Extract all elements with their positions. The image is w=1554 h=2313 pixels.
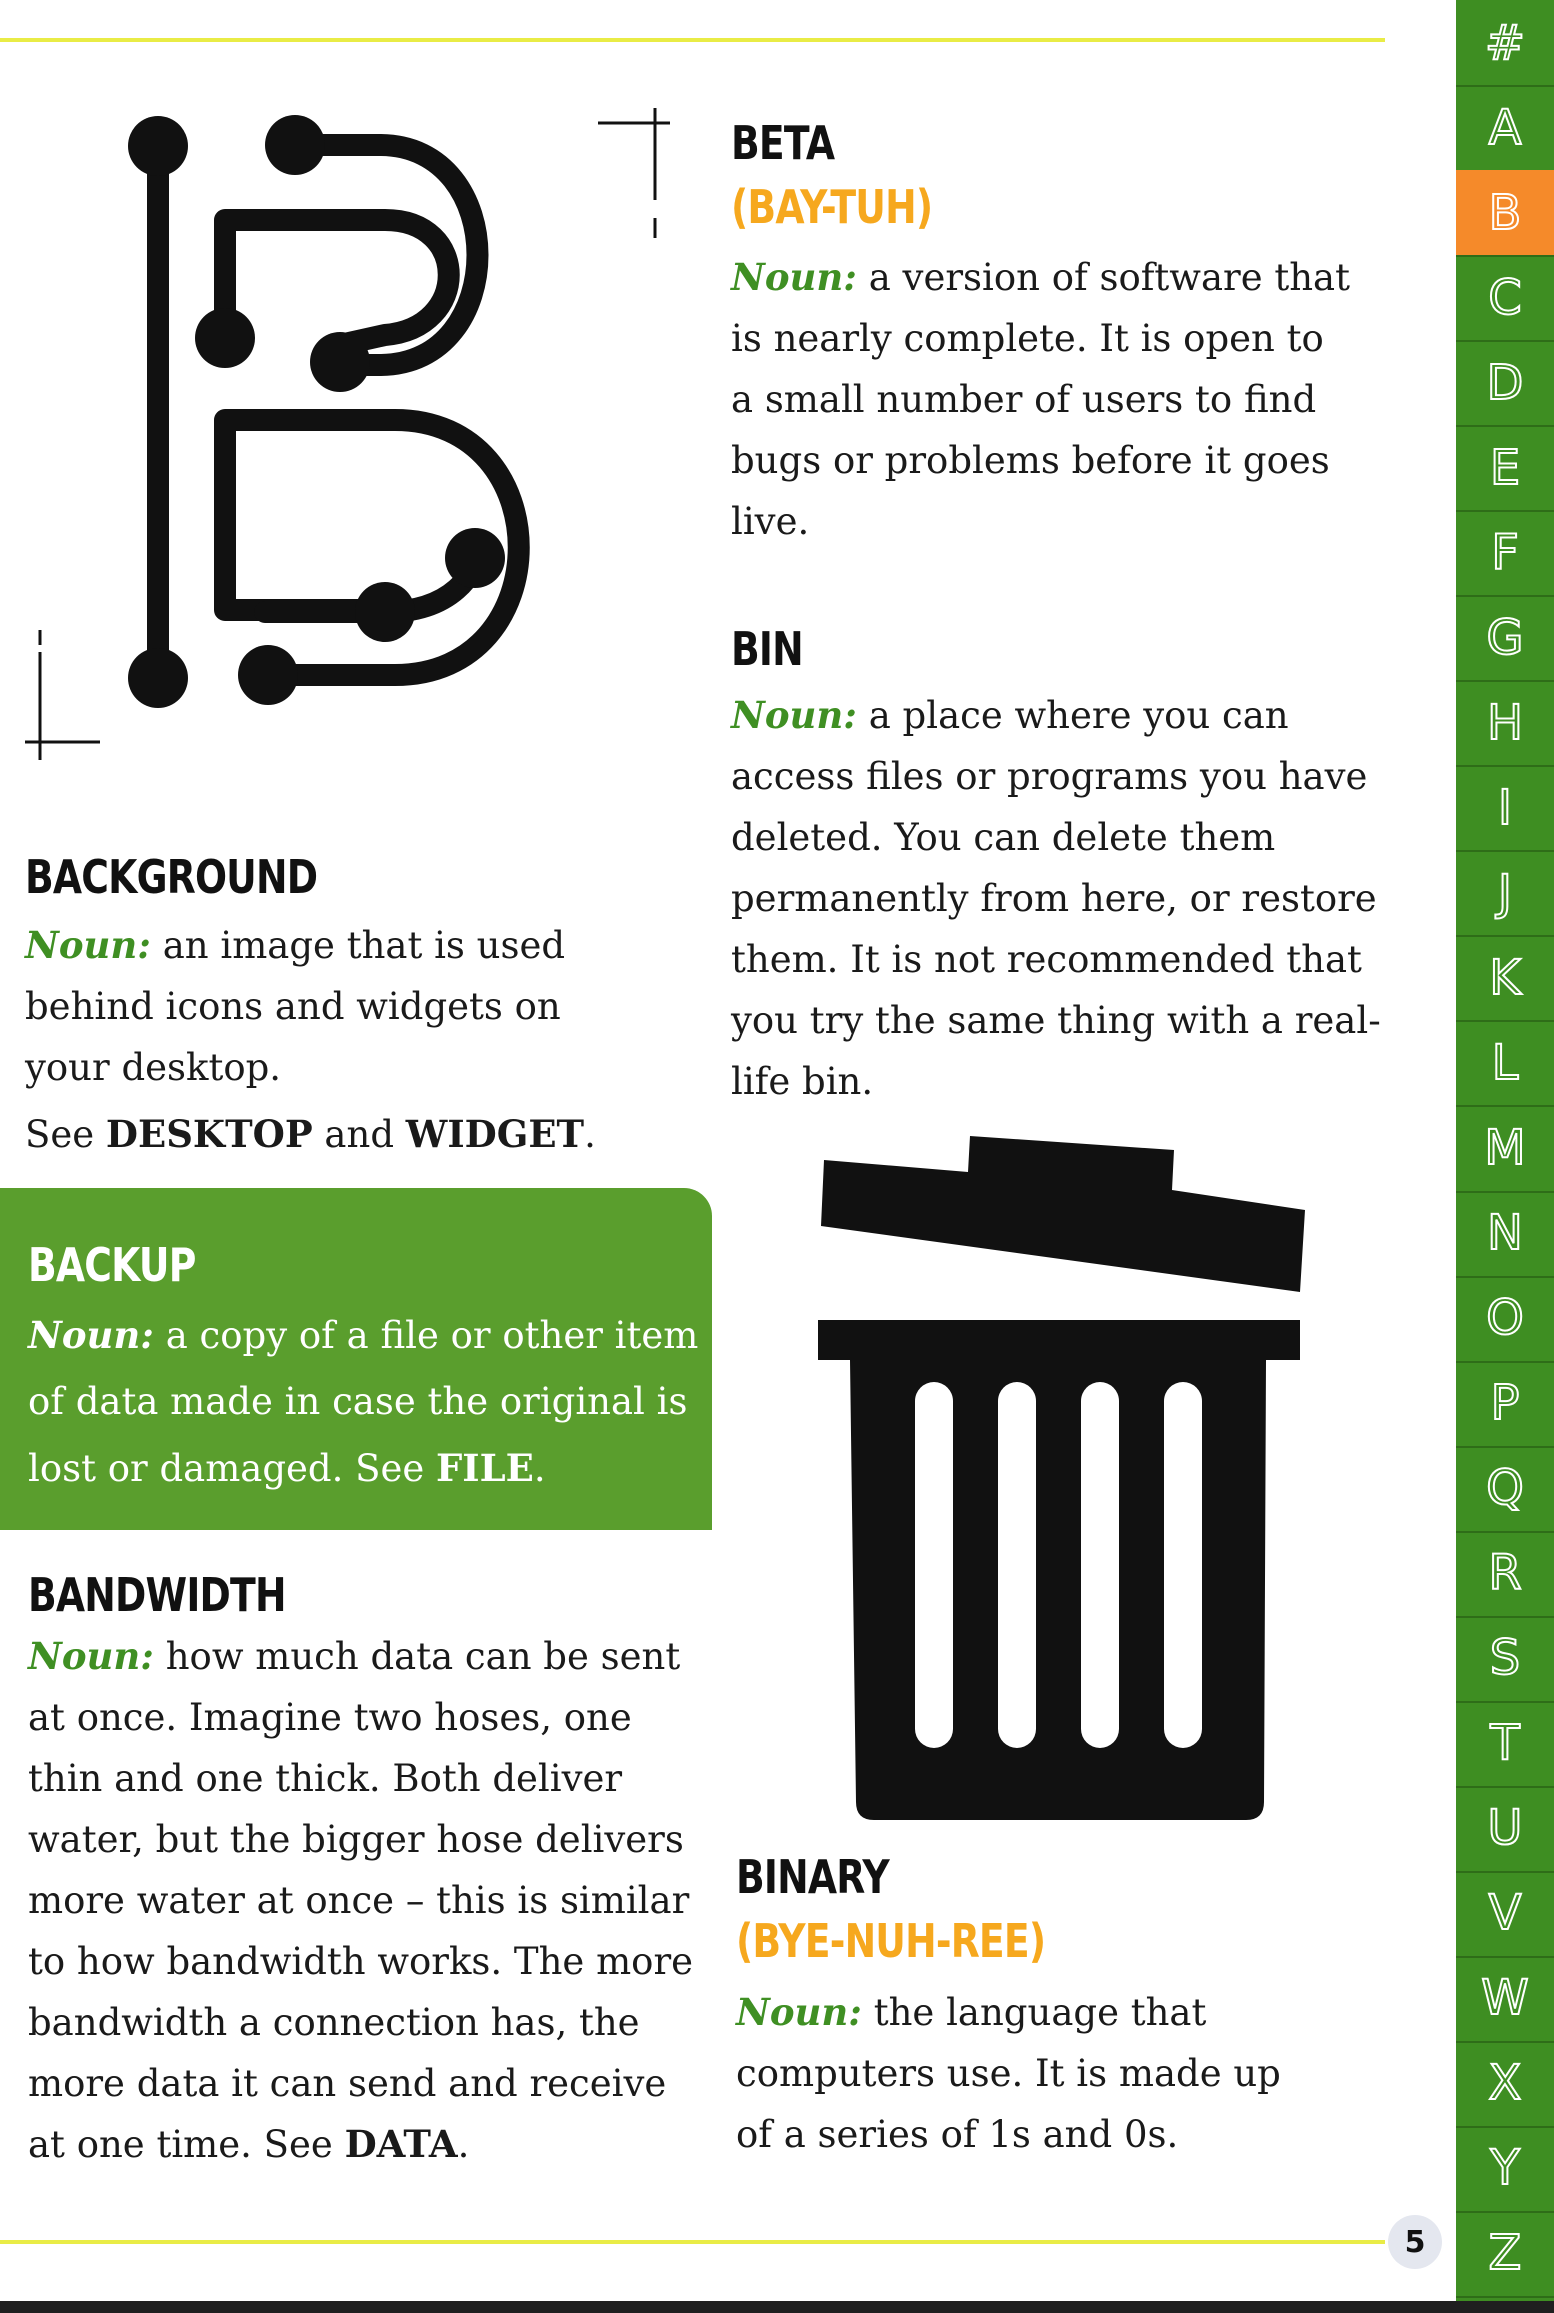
definition-bandwidth: Noun: how much data can be sent at once. Imagine two hoses, one thin and one thick. Both deliver water, but the bigger hose delivers more water at once – this is similar to how bandwidth works. The more bandwidth a connection has, the more data it can send and receive at one time. See DATA. bbox=[28, 1634, 694, 2166]
trash-bin-icon bbox=[800, 1130, 1320, 1830]
index-tab-g[interactable]: G bbox=[1456, 595, 1554, 682]
term-beta: BETA bbox=[731, 116, 835, 170]
see-link-desktop: DESKTOP bbox=[105, 1112, 313, 1156]
definition-bin bbox=[731, 685, 1396, 1112]
index-tab-c[interactable]: C bbox=[1456, 255, 1554, 342]
circuit-letter-b-icon bbox=[0, 100, 700, 780]
definition-text: how much data can be sent at once. Imagine two hoses, one thin and one thick. Both deliver water, but the bigger hose delivers more water at once – this is similar to how bandwidth works. The more bandwidth a connection has, the more data it can send and receive at one time. See bbox=[28, 1635, 694, 2166]
definition-beta bbox=[731, 247, 1351, 552]
definition-text: a copy of a file or other item of data made in case the original is lost or damaged. See bbox=[28, 1314, 699, 1490]
term-backup: BACKUP bbox=[28, 1238, 196, 1292]
part-of-speech: Noun: bbox=[731, 693, 857, 737]
index-tab-b[interactable]: B bbox=[1456, 170, 1554, 257]
definition-text: a place where you can access files or programs you have deleted. You can delete them permanently from here, or restore them. It is not recommended that you try the same thing with a real-life bin. bbox=[731, 694, 1381, 1103]
page-edge bbox=[0, 2301, 1554, 2313]
definition-text: an image that is used behind icons and widgets on your desktop. bbox=[25, 924, 566, 1089]
index-tab-x[interactable]: X bbox=[1456, 2041, 1554, 2128]
definition-text: a version of software that is nearly complete. It is open to a small number of users to find bugs or problems before it goes live. bbox=[731, 256, 1350, 543]
index-tab-t[interactable]: T bbox=[1456, 1701, 1554, 1788]
definition-text: the language that computers use. It is made up of a series of 1s and 0s. bbox=[736, 1991, 1281, 2156]
index-tab-p[interactable]: P bbox=[1456, 1361, 1554, 1448]
index-tab-d[interactable]: D bbox=[1456, 340, 1554, 427]
see-link-widget: WIDGET bbox=[405, 1112, 585, 1156]
see-also-background: See DESKTOP and WIDGET. bbox=[25, 1112, 596, 1156]
index-tab-h[interactable]: H bbox=[1456, 680, 1554, 767]
index-tab-w[interactable]: W bbox=[1456, 1956, 1554, 2043]
page-number: 5 bbox=[1388, 2215, 1442, 2269]
pronunciation-beta: (BAY-TUH) bbox=[731, 180, 933, 234]
see-link-file: FILE bbox=[436, 1446, 534, 1490]
index-tab-k[interactable]: K bbox=[1456, 935, 1554, 1022]
index-tab-o[interactable]: O bbox=[1456, 1276, 1554, 1363]
index-tab-n[interactable]: N bbox=[1456, 1191, 1554, 1278]
part-of-speech: Noun: bbox=[25, 923, 151, 967]
part-of-speech: Noun: bbox=[736, 1990, 862, 2034]
alphabet-index-sidebar bbox=[1456, 0, 1554, 2313]
index-tab-m[interactable]: M bbox=[1456, 1105, 1554, 1192]
term-bandwidth: BANDWIDTH bbox=[28, 1568, 286, 1622]
index-tab-q[interactable]: Q bbox=[1456, 1446, 1554, 1533]
index-tab-z[interactable]: Z bbox=[1456, 2211, 1554, 2298]
index-tab-l[interactable]: L bbox=[1456, 1020, 1554, 1107]
top-rule bbox=[0, 38, 1385, 42]
definition-backup: Noun: a copy of a file or other item of data made in case the original is lost or damaged. See FILE. bbox=[28, 1313, 699, 1490]
term-bin: BIN bbox=[731, 622, 803, 676]
index-tab-a[interactable]: A bbox=[1456, 85, 1554, 172]
bottom-rule bbox=[0, 2240, 1385, 2244]
definition-background bbox=[25, 915, 585, 1098]
term-binary: BINARY bbox=[736, 1850, 889, 1904]
index-tab-s[interactable]: S bbox=[1456, 1616, 1554, 1703]
backup-highlight-box bbox=[0, 1188, 712, 1530]
index-tab-v[interactable]: V bbox=[1456, 1871, 1554, 1958]
index-tab-y[interactable]: Y bbox=[1456, 2126, 1554, 2213]
index-tab-u[interactable]: U bbox=[1456, 1786, 1554, 1873]
index-tab-r[interactable]: R bbox=[1456, 1531, 1554, 1618]
see-link-data: DATA bbox=[344, 2122, 458, 2166]
index-tab-f[interactable]: F bbox=[1456, 510, 1554, 597]
index-tab-e[interactable]: E bbox=[1456, 425, 1554, 512]
term-background: BACKGROUND bbox=[25, 850, 318, 904]
part-of-speech: Noun: bbox=[28, 1634, 154, 1678]
index-tab-j[interactable]: J bbox=[1456, 850, 1554, 937]
index-tab-i[interactable]: I bbox=[1456, 765, 1554, 852]
pronunciation-binary: (BYE-NUH-REE) bbox=[736, 1914, 1046, 1968]
definition-binary bbox=[736, 1982, 1316, 2165]
part-of-speech: Noun: bbox=[731, 255, 857, 299]
index-tab-hash[interactable]: # bbox=[1456, 0, 1554, 87]
part-of-speech: Noun: bbox=[28, 1313, 154, 1357]
